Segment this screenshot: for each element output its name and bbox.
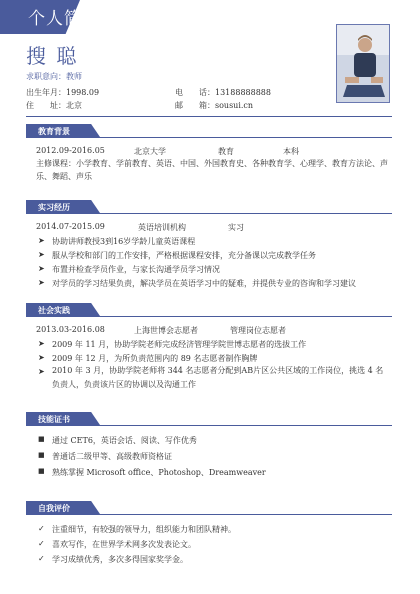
education-school: 北京大学 <box>134 147 166 156</box>
education-title: 教育背景 <box>38 127 70 136</box>
education-courses: 主修课程：小学教育、学前教育、英语、中国、外国教育史、各种教育学、心理学、教育方法论、声乐、舞蹈、声乐 <box>36 159 388 181</box>
eval-divider <box>26 514 392 515</box>
email: 邮 箱：sousui.cn <box>175 101 254 110</box>
social-title: 社会实践 <box>38 306 70 315</box>
skill-item: 普通话二级甲等、高级教师资格证 <box>52 452 172 461</box>
phone: 电 话：13188888888 <box>175 88 271 97</box>
practice-role: 实习 <box>228 223 244 232</box>
practice-period: 2014.07-2015.09 <box>36 222 105 231</box>
eval-item: 注重细节，有较强的领导力，组织能力和团队精神。 <box>52 525 236 534</box>
check-bullet-icon: ✓ <box>38 554 45 563</box>
header-divider <box>26 116 392 117</box>
skills-title: 技能证书 <box>38 415 70 424</box>
square-bullet-icon: ■ <box>38 451 45 459</box>
education-major: 教育 <box>218 147 234 156</box>
arrow-bullet-icon: ➤ <box>38 339 45 348</box>
practice-item: 布置并检查学员作业，与家长沟通学员学习情况 <box>52 265 220 274</box>
social-item: 2009 年 11 月，协助学院老师完成经济管理学院世博志愿者的选拔工作 <box>52 340 307 349</box>
address: 住 址：北京 <box>26 101 82 110</box>
arrow-bullet-icon: ➤ <box>38 236 45 245</box>
birth-date: 出生年月：1998.09 <box>26 88 100 97</box>
applicant-name: 搜 聪 <box>26 44 79 68</box>
ribbon-title: 个人简历 <box>28 9 100 29</box>
eval-title: 自我评价 <box>38 504 70 513</box>
practice-item: 协助讲师教授3到16岁学龄儿童英语课程 <box>52 237 196 246</box>
social-item: 2009 年 12 月，为所负责范围内的 89 名志愿者制作胸牌 <box>52 354 258 363</box>
skill-item: 熟练掌握 Microsoft office、Photoshop、Dreamweaver <box>52 468 266 477</box>
practice-item: 服从学校和部门的工作安排，严格根据课程安排，充分备课以完成教学任务 <box>52 251 316 260</box>
social-period: 2013.03-2016.08 <box>36 325 105 334</box>
skill-item: 通过 CET6，英语会话、阅读、写作优秀 <box>52 436 197 445</box>
skills-divider <box>26 425 392 426</box>
practice-item: 对学员的学习结果负责，解决学员在英语学习中的疑难，并提供专业的咨询和学习建议 <box>52 279 356 288</box>
social-divider <box>26 316 392 317</box>
arrow-bullet-icon: ➤ <box>38 264 45 273</box>
check-bullet-icon: ✓ <box>38 524 45 533</box>
social-org: 上海世博会志愿者 <box>134 326 198 335</box>
social-item: 2010 年 3 月，协助学院老师将 344 名志愿者分配到AB片区公共区域的工作岗位，挑选 4 名负责人，负责该片区的协调以及沟通工作 <box>52 366 384 389</box>
practice-divider <box>26 213 392 214</box>
eval-item: 喜欢写作，在世界学术网多次发表论文。 <box>52 540 196 549</box>
square-bullet-icon: ■ <box>38 467 45 475</box>
eval-item: 学习成绩优秀，多次多得国家奖学金。 <box>52 555 188 564</box>
arrow-bullet-icon: ➤ <box>38 353 45 362</box>
social-role: 管理岗位志愿者 <box>230 326 286 335</box>
check-bullet-icon: ✓ <box>38 539 45 548</box>
arrow-bullet-icon: ➤ <box>38 278 45 287</box>
education-period: 2012.09-2016.05 <box>36 146 105 155</box>
practice-org: 英语培训机构 <box>138 223 186 232</box>
arrow-bullet-icon: ➤ <box>38 250 45 259</box>
profile-photo <box>336 24 390 103</box>
arrow-bullet-icon: ➤ <box>38 367 45 376</box>
square-bullet-icon: ■ <box>38 435 45 443</box>
practice-title: 实习经历 <box>38 203 70 212</box>
education-degree: 本科 <box>283 147 299 156</box>
job-target: 求职意向：教师 <box>26 72 82 81</box>
education-divider <box>26 137 392 138</box>
